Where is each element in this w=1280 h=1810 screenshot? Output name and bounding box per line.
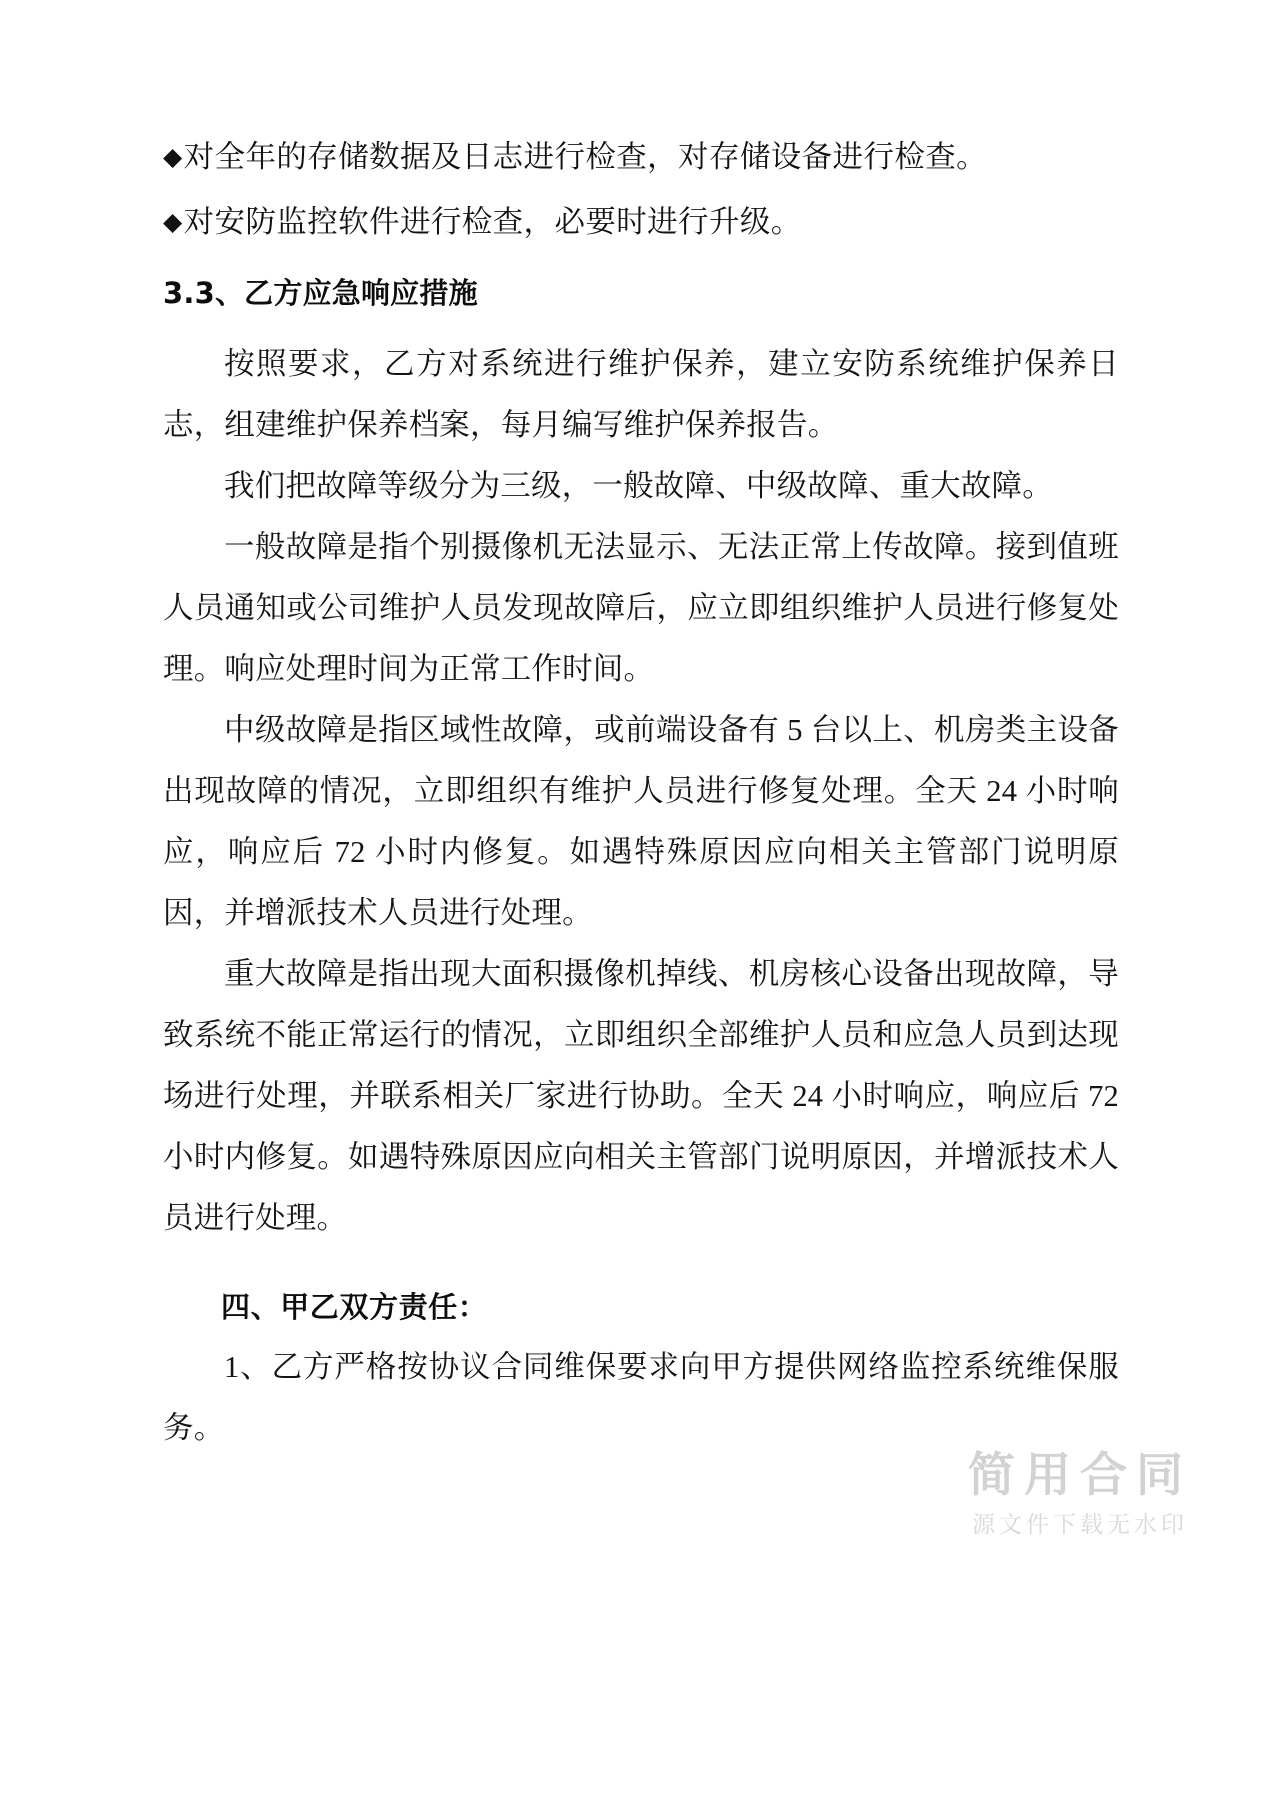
paragraph-major-fault: 重大故障是指出现大面积摄像机掉线、机房核心设备出现故障，导致系统不能正常运行的情况，立即组织全部维护人员和应急人员到达现场进行处理，并联系相关厂家进行协助。全天 24 小时响应，响应后 72 小时内修复。如遇特殊原因应向相关主管部门说明原因，并增派技术人员进行处理。 [163, 957, 1119, 1235]
watermark-sub-text: 源文件下载无水印 [972, 1512, 1188, 1538]
document-content [163, 126, 1119, 1459]
bullet-item-text: 对全年的存储数据及日志进行检查，对存储设备进行检查。 [183, 140, 988, 174]
sub-heading-3-3: 3.3、乙方应急响应措施 [163, 276, 478, 310]
paragraph-fault-levels: 我们把故障等级分为三级，一般故障、中级故障、重大故障。 [224, 469, 1053, 503]
paragraph-medium-fault: 中级故障是指区域性故障，或前端设备有 5 台以上、机房类主设备出现故障的情况，立即组织有维护人员进行修复处理。全天 24 小时响应，响应后 72 小时内修复。如遇特殊原因应向相关主管部门说明原因，并增派技术人员进行处理。 [163, 713, 1119, 930]
paragraph-general-fault: 一般故障是指个别摄像机无法显示、无法正常上传故障。接到值班人员通知或公司维护人员发现故障后，应立即组织维护人员进行修复处理。响应处理时间为正常工作时间。 [163, 530, 1119, 686]
diamond-bullet-icon: ◆ [163, 144, 183, 171]
bullet-item-text: 对安防监控软件进行检查，必要时进行升级。 [183, 205, 802, 239]
paragraph-maintenance-requirements: 按照要求，乙方对系统进行维护保养，建立安防系统维护保养日志，组建维护保养档案，每月编写维护保养报告。 [163, 347, 1119, 442]
section-item-1: 1、乙方严格按协议合同维保要求向甲方提供网络监控系统维保服务。 [163, 1350, 1119, 1445]
bullet-item [163, 126, 1119, 191]
diamond-bullet-icon: ◆ [163, 209, 183, 236]
watermark-main-text: 简用合同 [968, 1448, 1192, 1503]
bullet-item [163, 191, 1119, 256]
watermark [968, 1448, 1192, 1542]
section-heading-four: 四、甲乙双方责任： [221, 1290, 488, 1324]
